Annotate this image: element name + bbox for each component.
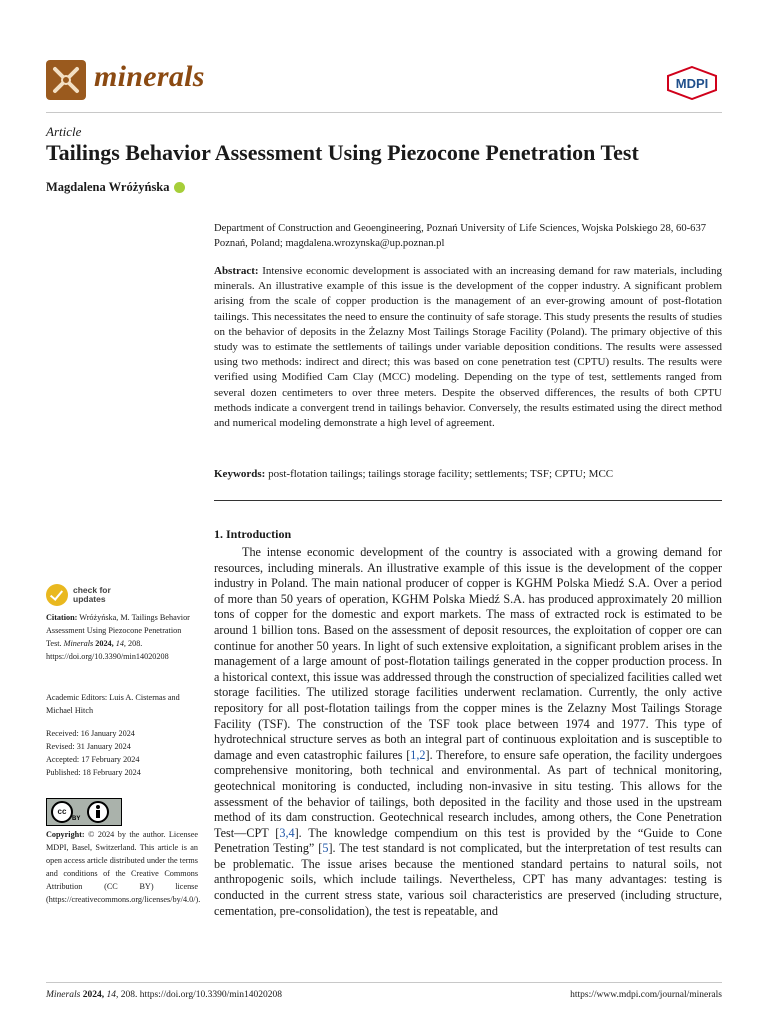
- cc-by-label: BY: [72, 816, 81, 822]
- footer-divider: [46, 982, 722, 983]
- article-type: Article: [46, 124, 82, 139]
- cc-by-license-icon[interactable]: [46, 798, 122, 826]
- journal-logo-icon: [46, 60, 86, 100]
- academic-editors: Academic Editors: Luis A. Cisternas and Michael Hitch: [46, 693, 180, 716]
- abstract-divider: [214, 500, 722, 501]
- keywords: [214, 467, 722, 482]
- updates-line-2: updates: [73, 594, 106, 604]
- footer-volume: 14,: [106, 990, 119, 1000]
- author-line: [46, 180, 185, 195]
- attribution-icon: [87, 801, 109, 823]
- citation-journal: Minerals: [63, 639, 94, 649]
- citation-link-2[interactable]: 3,4: [279, 825, 295, 840]
- footer-journal: Minerals: [46, 990, 81, 1000]
- citation-label: Citation:: [46, 613, 78, 622]
- intro-paragraph: [214, 545, 722, 919]
- mdpi-logo[interactable]: [666, 66, 718, 100]
- header-divider: [46, 112, 722, 113]
- section-heading: 1. Introduction: [214, 527, 292, 541]
- abstract-label: Abstract:: [214, 265, 259, 277]
- copyright-block: [46, 828, 201, 907]
- intro-body: [214, 545, 722, 919]
- footer-doi[interactable]: 208. https://doi.org/10.3390/min14020208: [120, 990, 283, 1000]
- intro-text-c: ]. The knowledge compendium on this test is provided by the “Guide to Cone Penetration Testing” [: [214, 825, 722, 856]
- citation-block: [46, 611, 198, 663]
- citation-year: 2024,: [95, 639, 114, 649]
- citation-doi[interactable]: 208. https://doi.org/10.3390/min14020208: [46, 639, 169, 662]
- date-accepted: Accepted: 17 February 2024: [46, 755, 140, 765]
- checkmark-icon: [46, 584, 68, 606]
- affiliation: Department of Construction and Geoengineering, Poznań University of Life Sciences, Wojska Polskiego 28, 60-637 Poznań, Poland; magdalena.wrozynska@up.poznan.pl: [214, 223, 707, 249]
- date-published: Published: 18 February 2024: [46, 768, 141, 778]
- journal-name: minerals: [94, 60, 205, 93]
- check-for-updates-button[interactable]: [46, 584, 111, 606]
- article-title: Tailings Behavior Assessment Using Piezocone Penetration Test: [46, 140, 639, 165]
- citation-link-1[interactable]: 1,2: [410, 747, 426, 762]
- author-name[interactable]: Magdalena Wróżyńska: [46, 180, 170, 194]
- citation-link-3[interactable]: 5: [322, 841, 329, 856]
- citation-volume: 14,: [115, 639, 126, 649]
- date-revised: Revised: 31 January 2024: [46, 742, 131, 752]
- copyright-label: Copyright:: [46, 830, 85, 839]
- footer-journal-url[interactable]: https://www.mdpi.com/journal/minerals: [570, 990, 722, 1000]
- date-received: Received: 16 January 2024: [46, 729, 135, 738]
- abstract: [214, 264, 722, 431]
- dates-block: [46, 727, 198, 779]
- keywords-text: post-flotation tailings; tailings storage facility; settlements; TSF; CPTU; MCC: [268, 468, 614, 480]
- keywords-label: Keywords:: [214, 468, 266, 480]
- updates-line-1: check for: [73, 585, 111, 595]
- intro-text-d: ]. The test standard is not complicated, but the interpretation of test results can be problematic. The issue arises because the mentioned standard pertains to natural soils, not anthropogenic soils, which include tailings. Nevertheless, CPT has many advantages: testing is conducted in the current stress state, various soil characteristics are preserved (including structure, cementation, pre-consolidation), the test is repeatable, and: [214, 841, 722, 918]
- footer-year: 2024,: [82, 990, 105, 1000]
- abstract-text: Intensive economic development is associated with an increasing demand for raw materials, including minerals. An illustrative example of this issue is the development of the copper industry. A significant problem arising from the scale of copper production is the management of an ever-growing amount of post-flotation tailings. This necessitates the need to ensure the continuity of safe storage. This study presents the results of studies on the behavior of deposits in the Żelazny Most Tailings Storage Facility (Poland). The primary objective of this study was to estimate the settlements of tailings under variable deposition conditions. The results were assessed using two methods: indirect and direct; this was based on cone penetration test (CPTU) results. The results were verified using Modified Cam Clay (MCC) modeling. Depending on the type of test, settlements ranged from several dozen centimeters to over three meters. Despite the observed differences, the results of both CPTU methods indicate a convergent trend in tailings behavior. Conversely, the results estimated using the direct method and numerical modeling demonstrate a high level of agreement.: [214, 265, 722, 430]
- orcid-icon[interactable]: [174, 182, 185, 193]
- mdpi-logo-text: MDPI: [675, 76, 709, 91]
- footer-citation: [46, 990, 282, 1000]
- copyright-text: © 2024 by the author. Licensee MDPI, Basel, Switzerland. This article is an open access article distributed under the terms and conditions of the Creative Commons Attribution (CC BY) license (https://creativecommons.org/licenses/by/4.0/).: [46, 830, 201, 905]
- citation-text-a: Wróżyńska, M. Tailings Behavior Assessment Using Piezocone Penetration Test.: [46, 613, 190, 649]
- cc-icon: cc: [51, 801, 73, 823]
- intro-text-b: ]. Therefore, to ensure safe operation, the facility undergoes comprehensive monitoring, both technical and environmental. As part of technical monitoring, geotechnical monitoring is conducted, including non-invasive in situ testing. This allows for the assessment of the behavior of tailings, both deposited in the facility and those used in the upstream method of its dam construction. Geotechnical research includes, among others, the Cone Penetration Test—CPT [: [214, 747, 722, 840]
- intro-text-a: The intense economic development of the country is associated with a growing demand for resources, including minerals. An illustrative example of this issue is the development of the copper industry in Poland. The main national producer of copper is KGHM Polska Miedź S.A. Over a period of more than 50 years of operation, KGHM Polska Miedź S.A. has produced approximately 20 million tons of copper for the domestic and export markets. The mass of extracted rock is estimated to be around 1 billion tons. Based on the assessment of deposit resources, the exploitation of copper ore can continue for another 50 years. In light of such extensive exploitation, a significant problem arises in the management of a large amount of post-flotation tailings generated in the copper production process. In a historical context, this issue was addressed through the construction of specialized facilities called wet storage facilities. The utilized storage facilities underwent reclamation. Currently, the only active repository for all post-flotation tailings from the copper mines is the Zelazny Most Tailings Storage Facility (TSF). The construction of the TSF took place between 1974 and 1977. This type of hydrotechnical structure serves as both an integral part of continuous exploitation and is susceptible to damage and even catastrophic failures [: [214, 545, 722, 762]
